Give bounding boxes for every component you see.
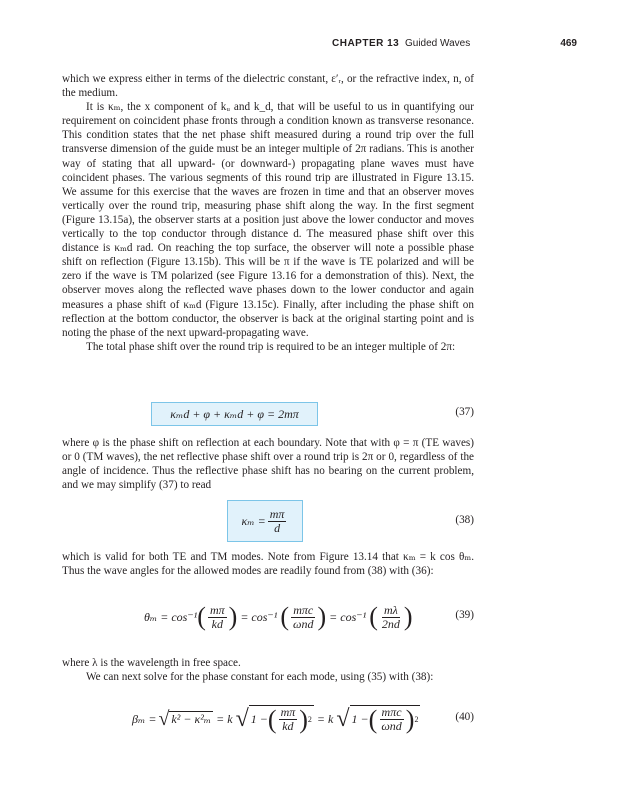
paren-open-icon: ( (280, 602, 290, 631)
eq39-eq1: = cos⁻¹ (240, 609, 278, 624)
paren-open-icon: ( (369, 602, 378, 631)
equation-38-number: (38) (455, 514, 474, 526)
eq38-fraction (268, 508, 287, 535)
text-block-bottom (62, 656, 474, 684)
text-block-mid2 (62, 550, 474, 578)
equation-39 (144, 594, 413, 640)
eq39-fraction-2 (291, 604, 315, 631)
chapter-title: Guided Waves (405, 38, 471, 49)
eq39-f2-num: mπc (293, 602, 314, 617)
eq40-one: 1 − (250, 712, 268, 726)
equation-40-row (62, 696, 474, 742)
equation-37: κₘd + φ + κₘd + φ = 2mπ (151, 402, 318, 426)
eq39-f1-num: mπ (209, 602, 225, 617)
eq40-f1-den: kd (282, 719, 294, 733)
equation-38-row (62, 500, 474, 544)
paragraph-5: which is valid for both TE and TM modes. Note from Figure 13.14 that κₘ = k cos θₘ. Thus the wave angles for the allowed modes are readily found from (38) with (36): (62, 551, 474, 578)
eq39-fraction-1 (208, 604, 227, 631)
eq39-f2-den: ωnd (293, 616, 314, 631)
paragraph-4: where φ is the phase shift on reflection at each boundary. Note that with φ = π (TE waves) or 0 (TM waves), the net reflective phase shift over a round trip is 2π or 0, regardless of the angle of incidence. Thus the reflective phase shift has no bearing on the current problem, and we may simplify (37) to read (62, 437, 474, 492)
eq40-fraction-2 (379, 706, 403, 733)
equation-40 (132, 696, 420, 742)
sqrt-icon: √ (235, 705, 249, 732)
eq40-root-1: k² − κ²ₘ (171, 712, 212, 726)
exponent-2: 2 (414, 715, 419, 724)
eq39-eq2: = cos⁻¹ (329, 609, 367, 624)
paragraph-6: where λ is the wavelength in free space. (62, 657, 241, 669)
paren-open-icon: ( (197, 602, 206, 631)
eq39-lhs: θₘ = cos⁻¹ (144, 609, 198, 624)
paren-close-icon: ) (403, 602, 413, 631)
paragraph-3: The total phase shift over the round trip is required to be an integer multiple of 2π: (86, 340, 456, 353)
eq40-eq2: = k (316, 711, 334, 726)
eq39-f1-den: kd (211, 616, 223, 631)
text-block-top (62, 72, 474, 354)
eq38-denominator: d (274, 520, 281, 535)
equation-37-number: (37) (455, 406, 474, 418)
paren-close-icon: ) (228, 602, 238, 631)
equation-39-number: (39) (455, 609, 474, 621)
paren-close-icon: ) (405, 704, 415, 734)
paren-close-icon: ) (317, 602, 327, 631)
eq39-f3-num: mλ (383, 602, 398, 617)
paragraph-1: which we express either in terms of the dielectric constant, ε′ᵣ, or the refractive index, n, of the medium. (62, 73, 474, 100)
sqrt-icon: √ (158, 707, 170, 730)
eq40-lhs: βₘ = (132, 711, 157, 726)
eq40-root-2 (249, 705, 314, 733)
sqrt-icon: √ (336, 705, 350, 732)
exponent-2: 2 (307, 715, 312, 724)
equation-39-row (62, 594, 474, 640)
paren-open-icon: ( (368, 704, 378, 734)
eq38-numerator: mπ (269, 506, 285, 521)
equation-38 (227, 500, 303, 542)
chapter-label: CHAPTER 13 (332, 38, 400, 49)
eq40-root-3 (350, 705, 421, 733)
paragraph-7: We can next solve for the phase constant for each mode, using (35) with (38): (86, 671, 434, 684)
page-number: 469 (560, 38, 577, 49)
equation-40-number: (40) (455, 711, 474, 723)
running-header (62, 38, 591, 52)
eq39-f3-den: 2nd (381, 616, 400, 631)
text-block-mid (62, 436, 474, 492)
eq40-f2-den: ωnd (381, 719, 402, 733)
eq40-one2: 1 − (351, 712, 369, 726)
paren-close-icon: ) (299, 704, 308, 734)
eq39-fraction-3 (380, 604, 402, 631)
eq40-f2-num: mπc (381, 705, 402, 719)
equation-37-row (62, 402, 474, 426)
eq40-eq1: = k (216, 711, 233, 726)
paragraph-2: It is κₘ, the x component of kᵤ and k_d, that will be useful to us in quantifying our requirement on coincident phase fronts through a condition known as transverse resonance. This condition states that the net phase shift measured during a round trip over the full transverse dimension of the guide must be an integer multiple of 2π radians. This is another way of stating that all upward- (or downward-) propagating plane waves must have coincident phases. The various segments of this round trip are illustrated in Figure 13.15. We assume for this exercise that the waves are frozen in time and that an observer moves vertically over the round trip, measuring phase shift along the way. In the first segment (Figure 13.15a), the observer starts at a position just above the lower conductor and moves vertically to the top conductor through distance d. The measured phase shift over this distance is κₘd rad. On reaching the top surface, the observer will note a possible phase shift on reflection (Figure 13.15b). This will be π if the wave is TE polarized and will be zero if the wave is TM polarized (see Figure 13.16 for a demonstration of this). Next, the observer moves along the reflected wave phases down to the lower conductor and again measures a phase shift of κₘd (Figure 13.15c). Finally, after including the phase shift on reflection at the bottom conductor, the observer is back at the original starting point and is noting the phase of the next upward-propagating wave. (62, 101, 474, 339)
paren-open-icon: ( (267, 704, 277, 734)
eq38-lhs: κₘ = (241, 513, 266, 528)
eq40-f1-num: mπ (280, 705, 296, 719)
eq40-fraction-1 (279, 706, 298, 733)
